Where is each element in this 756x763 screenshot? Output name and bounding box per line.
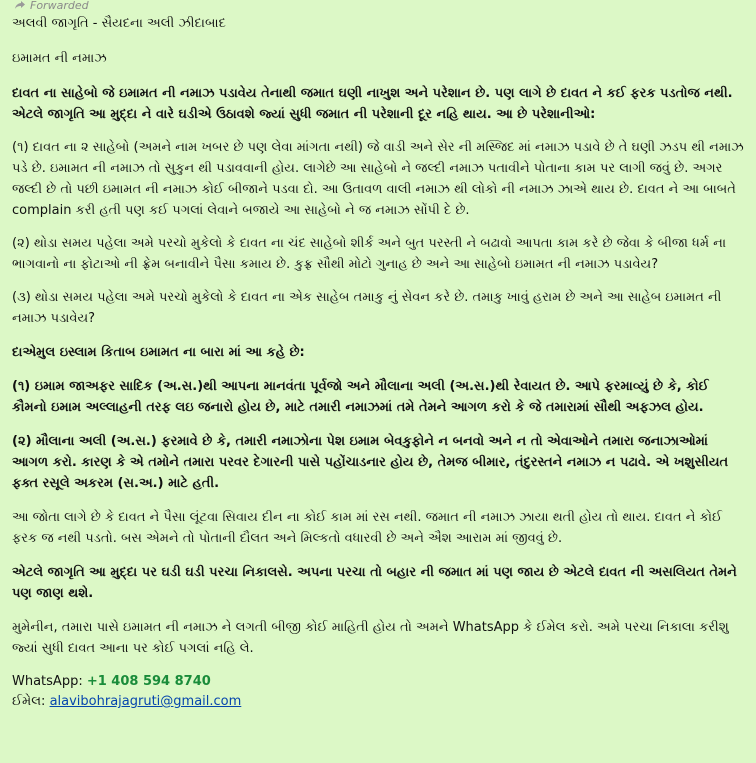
- point-3: (૩) થોડા સમય પહેલા અમે પરચો મુકેલો કે દાવત ના એક સાહેબ તમાકુ નું સેવન કરે છે. તમાકુ ખાવું હરામ છે અને આ સાહેબ ઇમામત ની નમાઝ પડાવેય?: [12, 290, 722, 326]
- message-title: અલવી જાગૃતિ - સૈયદના અલી ઝીદાબાદ: [12, 16, 226, 31]
- email-link[interactable]: alavibohrajagruti@gmail.com: [49, 694, 242, 709]
- quote-1: (૧) ઇમામ જાઅફર સાદિક (અ.સ.)થી આપના માનવંતા પૂર્વજો અને મૌલાના અલી (અ.સ.)થી રેવાયત છે. આપે ફરમાવ્યું છે કે, કોઈ કૌમનો ઇમામ અલ્લાહની તરફ લઇ જનારો હોય છે, માટે તમારી નમાઝમાં તમે તેમને આગળ કરો કે જે તમારામાં સૌથી અફઝલ હોય.: [12, 379, 709, 415]
- forward-arrow-icon: [14, 0, 26, 10]
- whatsapp-number-link[interactable]: +1 408 594 8740: [86, 674, 211, 689]
- email-line: [12, 692, 746, 712]
- whatsapp-line: [12, 672, 746, 692]
- quote-2: (૨) મૌલાના અલી (અ.સ.) ફરમાવે છે કે, તમારી નમાઝોના પેશ ઇમામ બેવકુફોને ન બનવો અને ન તો એવાઓને તમારા જનાઝાઓમાં આગળ કરો. કારણ કે એ તમોને તમારા પરવર દેગારની પાસે પહોંચાડનાર હોય છે, તેમજ બીમાર, તંદુરસ્તને નમાઝ ન પઢાવે. એ ખશુસીયત ફક્ત રસૂલે અકરમ (સ.અ.) માટે હતી.: [12, 434, 729, 491]
- message-subtitle: ઇમામત ની નમાઝ: [12, 51, 107, 66]
- forwarded-label: Forwarded: [30, 0, 89, 12]
- forwarded-indicator: [14, 0, 746, 12]
- whatsapp-label: WhatsApp:: [12, 674, 87, 689]
- conclusion-paragraph: એટલે જાગૃતિ આ મુદ્દા પર ઘડી ઘડી પરચા નિકાલસે. અપના પરચા તો બહાર ની જમાત માં પણ જાય છે એટલે દાવત ની અસલિયત તેમને પણ જાણ થશે.: [12, 565, 737, 601]
- intro-paragraph: દાવત ના સાહેબો જે ઇમામત ની નમાઝ પડાવેય તેનાથી જમાત ઘણી નાખુશ અને પરેશાન છે. પણ લાગે છે દાવત ને કઈ ફરક પડતોજ નથી. એટલે જાગૃતિ આ મુદ્દા ને વારે ઘડીએ ઉઠાવશે જ્યાં સુધી જમાત ની પરેશાની દૂર નહિ થાય. આ છે પરેશાનીઓ:: [12, 86, 733, 122]
- contact-block: [12, 672, 746, 712]
- point-1: (૧) દાવત ના ૨ સાહેબો (અમને નામ ખબર છે પણ લેવા માંગતા નથી) જે વાડી અને સેર ની મસ્જિદ માં નમાઝ પડાવે છે તે ઘણી ઝડપ થી નમાઝ પડે છે. ઇમામત ની નમાઝ તો સુકુન થી પડાવવાની હોય. લાગેછે આ સાહેબો ને જલ્દી નમાઝ પતાવીને પોતાના કામ પર લાગી જવું છે. અગર જલ્દી છે તો પછી ઇમામત ની નમાઝ કોઈ બીજાને પડવા દો. આ ઉતાવળ વાલી નમાઝ થી લોકો ની નમાઝ ઝાએ થાય છે. દાવત ને આ બાબતે complain કરી હતી પણ કઈ પગલાં લેવાને બજાયે આ સાહેબો ને જ નમાઝ સોંપી દે છે.: [12, 140, 744, 218]
- email-label: ઈમેલ:: [12, 694, 50, 709]
- point-2: (૨) થોડા સમય પહેલા અમે પરચો મુકેલો કે દાવત ના ચંદ સાહેબો શીર્ક અને બુત પરસ્તી ને બઢાવો આપતા કામ કરે છે જેવા કે બીજા ધર્મ ના ભાગવાનો ના ફોટાઓ ની ફ્રેમ બનાવીને પૈસા કમાય છે. કુફ્ર સૌથી મોટો ગુનાહ છે અને આ સાહેબો ઇમામત ની નમાઝ પડાવેય?: [12, 236, 726, 272]
- appeal-paragraph: મુમેનીન, તમારા પાસે ઇમામત ની નમાઝ ને લગતી બીજી કોઈ માહિતી હોય તો અમને WhatsApp કે ઈમેલ કરો. અમે પરચા નિકાલા કરીશુ જ્યાં સુધી દાવત આના પર કોઈ પગલાં નહિ લે.: [12, 620, 729, 656]
- section-heading: દાએમુલ ઇસ્લામ કિતાબ ઇમામત ના બારા માં આ કહે છે:: [12, 345, 305, 360]
- observation-paragraph: આ જોતા લાગે છે કે દાવત ને પૈસા લૂંટવા સિવાય દીન ના કોઈ કામ માં રસ નથી. જમાત ની નમાઝ ઝાયા થતી હોય તો થાય. દાવત ને કોઈ ફરક જ નથી પડતો. બસ એમને તો પોતાની દૌલત અને મિલ્કતો વધારવી છે અને ઐશ આરામ માં જીવવું છે.: [12, 510, 723, 546]
